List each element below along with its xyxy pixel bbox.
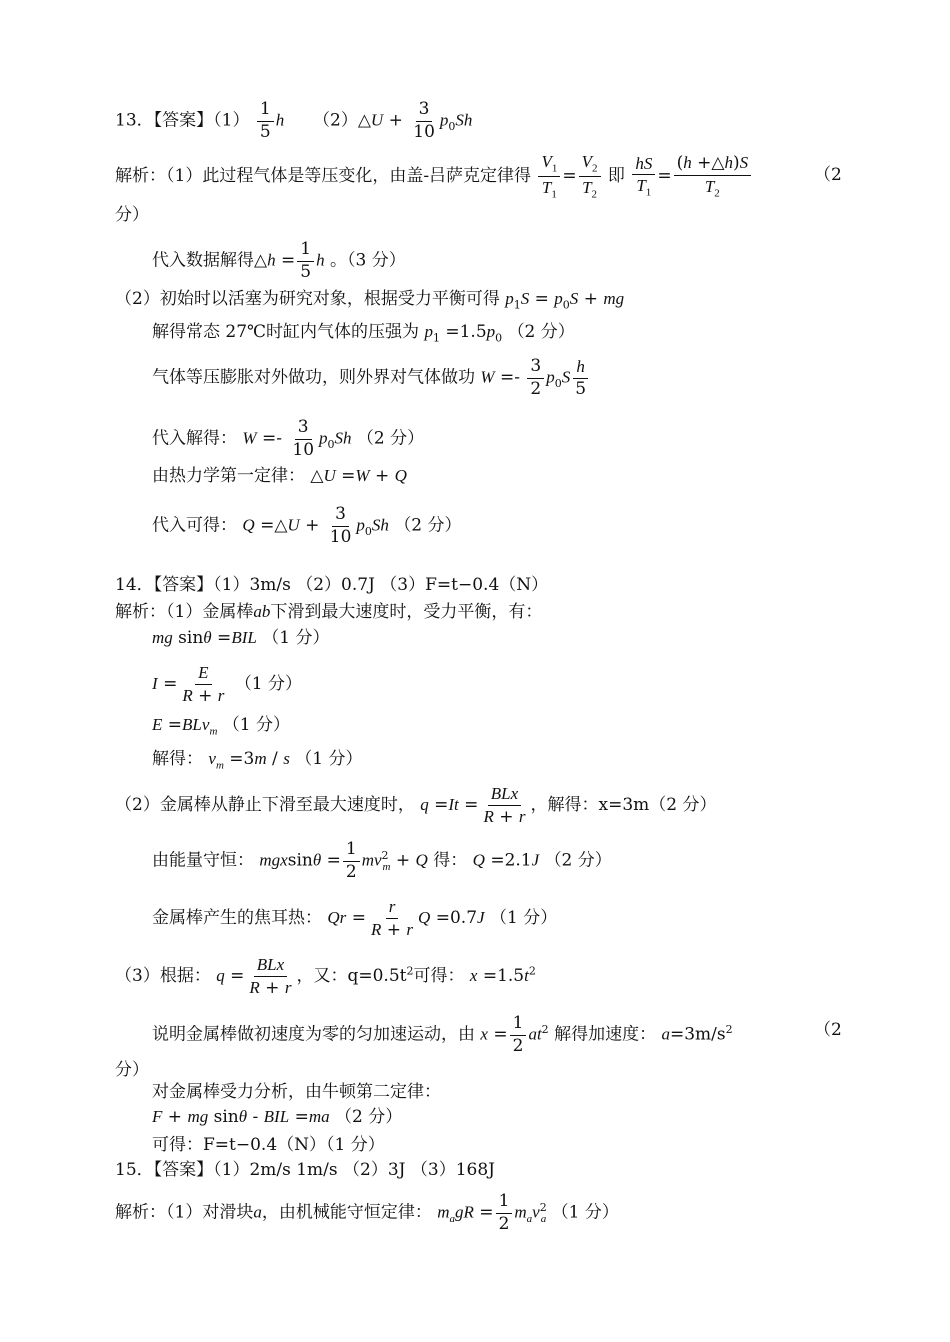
q14-energy-prefix: 由能量守恒：: [152, 850, 254, 871]
q13-solve-score: （2 分）: [356, 428, 425, 449]
q13-part2-line: （2）初始时以活塞为研究对象，根据受力平衡可得 $p_1S = p_0S$ + mg: [115, 289, 625, 312]
q13-frac-3-10: $\frac{3}{10}$: [413, 99, 435, 142]
q14-part3-q: q=0.5t: [347, 966, 407, 987]
q14-joule-prefix: 金属棒产生的焦耳热：: [152, 908, 322, 929]
q13-formula-hdh: $\frac{(h +\triangle h)S}{T_2}$: [674, 153, 752, 200]
q13-sub-line: 代入数据解得△h = $\frac{1}{5}$ h 。（3 分）: [152, 239, 406, 282]
q13-solve-prefix: 代入解得：: [152, 428, 237, 449]
q13-ji: 即: [607, 166, 625, 187]
q13-solve-line: 代入解得： W =- $\frac{3}{10}$ $p_0Sh$ （2 分）: [152, 417, 425, 460]
q14-explain-fen: 分）: [115, 1060, 149, 1080]
q14-analysis-line: [115, 603, 542, 621]
q13-analysis-line: 解析：（1）此过程气体是等压变化，由盖-吕萨克定律得 $\frac{V_1}{T_1}$ = $\frac{V_2}{T_2}$ 即 $\frac{hS}{T_1}$ = $\frac{(h +\triangle h)S}{T_2}$: [115, 152, 753, 201]
q15-analysis-a: 解析：（1）对滑块: [115, 1202, 254, 1223]
q13-result-score: （2 分）: [394, 515, 462, 536]
q14-joule-frac: $\frac{r}{R + r}$: [370, 897, 414, 940]
q13-formula-hst1: $\frac{hS}{T_1}$: [632, 154, 655, 200]
q13-sub-suffix: 。（3 分）: [329, 250, 406, 271]
q14-eq3-score: （1 分）: [222, 715, 291, 735]
q14-joule-line: 金属棒产生的焦耳热： Qr = $\frac{r}{R + r}$ Q =0.7J （1 分）: [152, 897, 558, 940]
q14-explain-mid: 解得加速度：: [554, 1024, 657, 1045]
q13-work-frac: $\frac{3}{2}$: [527, 357, 544, 399]
q14-solve-prefix: 解得：: [152, 749, 203, 769]
q13-pressure-line: 解得常态 27℃时缸内气体的压强为 $p_1 =1.5p_0$ （2 分）: [152, 322, 575, 345]
q13-answer-head: 13．【答案】（1）: [115, 110, 250, 131]
q14-explain-line: 说明金属棒做初速度为零的匀加速运动，由 x = $\frac{1}{2}$ $at^2$ 解得加速度： $a=3m/s^2$: [152, 1013, 733, 1056]
q13-sub-prefix: 代入数据解得: [152, 250, 254, 271]
q14-explain-score-open: （2: [814, 1020, 842, 1040]
q14-solve-line: 解得： $v_m =3m / s$ （1 分）: [152, 749, 363, 772]
q14-newton-intro: 对金属棒受力分析，由牛顿第二定律：: [152, 1082, 441, 1102]
q15-frac: $\frac{1}{2}$: [496, 1192, 513, 1234]
q13-part2-intro: （2）初始时以活塞为研究对象，根据受力平衡可得: [115, 289, 500, 309]
q13-result-line: 代入可得： Q =△U + $\frac{3}{10}$ $p_0Sh$ （2 分）: [152, 504, 462, 547]
q14-eq2-frac: $\frac{E}{R + r}$: [182, 663, 225, 706]
q14-analysis-a: 解析：（1）金属棒: [115, 602, 254, 622]
q14-part3-line: （3）根据： q = $\frac{\text{BLx}}{R + r}$ ，又：$q=0.5t^2$可得： $x =1.5t^2$: [115, 955, 536, 998]
q14-answer-line: 14．【答案】（1）3m/s （2）0.7J （3）F=t−0.4（N）: [115, 575, 549, 595]
q15-score: （1 分）: [551, 1202, 619, 1223]
q14-eq1-line: mg sinθ =BIL （1 分）: [152, 628, 330, 648]
q13-work-line: 气体等压膨胀对外做功，则外界对气体做功 W =- $\frac{3}{2}$ $p_0S$ $\frac{h}{5}$: [152, 357, 591, 399]
q13-first-law-prefix: 由热力学第一定律：: [152, 466, 305, 486]
q13-frac-1-5: $\frac{1}{5}$: [257, 100, 274, 142]
q14-explain-frac: $\frac{1}{2}$: [510, 1014, 527, 1056]
q14-energy-frac: $\frac{1}{2}$: [343, 840, 360, 882]
q14-explain-prefix: 说明金属棒做初速度为零的匀加速运动，由: [152, 1024, 475, 1045]
q13-result-prefix: 代入可得：: [152, 515, 237, 536]
q15-answer-line: 15．【答案】（1）2m/s 1m/s （2）3J （3）168J: [115, 1160, 495, 1180]
q14-eq1-score: （1 分）: [262, 628, 330, 648]
q14-joule-score: （1 分）: [489, 908, 558, 929]
q13-solve-frac: $\frac{3}{10}$: [292, 417, 315, 460]
q14-analysis-ab: ab: [253, 602, 271, 621]
q14-part2-frac: $\frac{\text{BLx}}{R + r}$: [483, 784, 526, 827]
q13-formula-v1t1: $\frac{V_1}{T_1}$: [538, 152, 560, 201]
q13-pressure-score: （2 分）: [507, 322, 575, 342]
q15-analysis-b: ，由机械能守恒定律：: [261, 1202, 432, 1223]
q15-analysis-var: a: [253, 1202, 262, 1222]
q14-eq2-score: （1 分）: [234, 674, 303, 695]
q13-formula-v2t2: $\frac{V_2}{T_2}$: [579, 152, 601, 201]
q14-explain-val: =3m/s: [669, 1024, 726, 1045]
q14-final-line: 可得：F=t−0.4（N）（1 分）: [152, 1135, 385, 1155]
q13-score-2-open: （2: [814, 165, 842, 185]
q14-part3-suffix: 可得：: [413, 966, 465, 987]
q14-eq3-line: E =BLv$_m$ （1 分）: [152, 715, 291, 738]
q14-part2-result: x=3m（2 分）: [598, 795, 717, 816]
q13-answer-line: 13．【答案】（1） $\frac{1}{5}$ h （2）△U + $\frac{3}{10}$ $p_0Sh$: [115, 99, 473, 142]
q13-analysis-prefix: 解析：（1）此过程气体是等压变化，由盖-吕萨克定律得: [115, 166, 532, 187]
q14-eq2-line: I = $\frac{E}{R + r}$ （1 分）: [152, 663, 303, 706]
q14-energy-de: 得：: [433, 850, 468, 871]
q14-part2-prefix: （2）金属棒从静止下滑至最大速度时，: [115, 795, 415, 816]
q14-energy-score: （2 分）: [544, 850, 612, 871]
q14-analysis-b: 下滑到最大速度时，受力平衡，有：: [270, 602, 543, 622]
q13-work-frac-h5: $\frac{h}{5}$: [575, 357, 587, 399]
q14-energy-line: 由能量守恒： mgxsinθ = $\frac{1}{2}$ $mv^2_m + Q$ 得： Q =2.1J （2 分）: [152, 839, 612, 882]
q13-first-law-line: 由热力学第一定律： △U =W + Q: [152, 466, 407, 486]
q14-newton-eq: F + mg sinθ - BIL =ma （2 分）: [152, 1107, 403, 1127]
q13-pressure-prefix: 解得常态 27℃时缸内气体的压强为: [152, 322, 420, 342]
q14-part2-mid: ，解得：: [530, 795, 599, 816]
q14-part3-mid: ，又：: [296, 966, 348, 987]
q13-result-frac: $\frac{3}{10}$: [329, 504, 352, 547]
q14-solve-score: （1 分）: [295, 749, 363, 769]
q13-work-prefix: 气体等压膨胀对外做功，则外界对气体做功: [152, 367, 475, 388]
q14-part2-line: （2）金属棒从静止下滑至最大速度时， q =It = $\frac{\text{BLx}}{R + r}$ ，解得：x=3m（2 分）: [115, 784, 717, 827]
q14-newton-score: （2 分）: [335, 1107, 403, 1127]
q13-fen-close: 分）: [115, 205, 149, 225]
q14-part3-frac: $\frac{\text{BLx}}{R + r}$: [249, 955, 292, 998]
q15-analysis-line: 解析：（1）对滑块a，由机械能守恒定律： $m_agR$ = $\frac{1}{2}$ $m_av^2_a$ （1 分）: [115, 1191, 619, 1234]
q13-ans2-prefix: （2）: [313, 110, 358, 131]
q14-part3-prefix: （3）根据：: [115, 966, 211, 987]
q13-sub-frac: $\frac{1}{5}$: [297, 240, 314, 282]
